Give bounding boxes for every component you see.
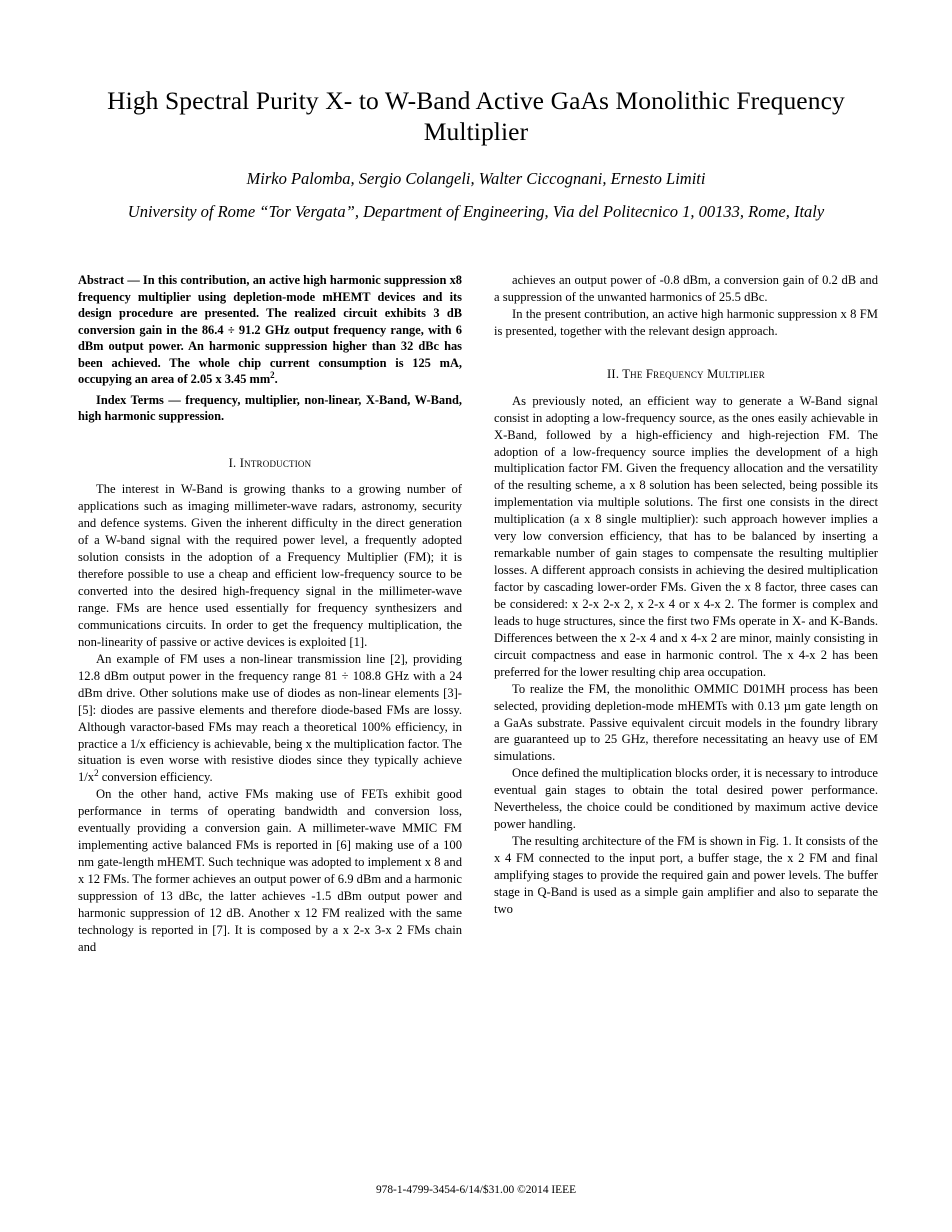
- paragraph-fm-1: As previously noted, an efficient way to generate a W-Band signal consist in adopting a low-frequency source, as the ones easily achievable in X-Band, followed by a high-efficiency and high-rejection FM. The adoption of a low-frequency source implies the development of a high multiplication factor FM. Given the frequency allocation and the versatility of the resulting scheme, a x 8 solution has been selected, being possible its implementation via multiple solutions. The first one consists in the direct multiplication (a x 8 single multiplier): such approach however implies a very low conversion efficiency, that has to be balanced by inserting a remarkable number of gain stages to compensate the resulting multiplier losses. A different approach consists in achieving the desired multiplication factor by cascading lower-order FMs. Given the x 8 factor, three cases can be considered: x 2-x 2-x 2, x 2-x 4 or x 4-x 2. The former is complex and leads to huge structures, since the first two FMs operate in X- and K-Bands. Differences between the x 2-x 4 and x 4-x 2 are minor, mainly consisting in circuit compactness and ease in harmonic control. The x 4-x 2 has been preferred for the lower resulting chip area occupation.: [494, 393, 878, 679]
- abstract-text-tail: .: [274, 372, 278, 386]
- abstract-lead: Abstract —: [78, 273, 143, 287]
- paragraph-intro-4: achieves an output power of -0.8 dBm, a conversion gain of 0.2 dB and a suppression of the unwanted harmonics of 25.5 dBc.: [494, 273, 878, 304]
- title-block: [81, 0, 871, 223]
- section-heading-frequency-multiplier: II. The Frequency Multiplier: [607, 366, 765, 381]
- copyright-footer: 978-1-4799-3454-6/14/$31.00 ©2014 IEEE: [375, 1184, 577, 1196]
- paragraph-intro-2-tail: conversion efficiency.: [98, 770, 213, 785]
- index-terms-lead: Index Terms —: [96, 392, 186, 407]
- paragraph-fm-3: Once defined the multiplication blocks order, it is necessary to introduce eventual gain stages to obtain the total desired power performance. Nevertheless, the choice could be conditioned by maximum active device power handling.: [494, 766, 878, 832]
- abstract-text: In this contribution, an active high harmonic suppression x8 frequency multiplier using depletion-mode mHEMT devices and its design procedure are presented. The realized circuit exhibits 3 dB conversion gain in the 86.4 ÷ 91.2 GHz output frequency range, with 6 dBm output power. An harmonic suppression higher than 32 dBc has been achieved. The whole chip current consumption is 125 mA, occupying an area of 2.05 x 3.45 mm: [78, 273, 462, 386]
- paragraph-fm-4: The resulting architecture of the FM is shown in Fig. 1. It consists of the x 4 FM connected to the input port, a buffer stage, the x 2 FM and final amplifying stages to provide the required gain and power levels. The buffer stage in Q-Band is used as a simple gain amplifier and also to separate the two: [494, 834, 878, 916]
- index-terms-text: frequency, multiplier, non-linear, X-Band, W-Band, high harmonic suppression.: [78, 392, 462, 423]
- resistive-exponent: 2: [94, 768, 99, 779]
- index-terms: [78, 392, 462, 425]
- affiliation: University of Rome “Tor Vergata”, Department of Engineering, Via del Politecnico 1, 00133, Rome, Italy: [127, 202, 825, 222]
- paragraph-fm-2: To realize the FM, the monolithic OMMIC D01MH process has been selected, providing depletion-mode mHEMTs with 0.13 µm gate length on a GaAs substrate. Passive equivalent circuit models in the foundry library are guaranteed up to 25 GHz, therefore necessitating an heavy use of EM simulations.: [494, 681, 878, 764]
- abstract: [78, 272, 462, 388]
- paragraph-intro-2: [78, 651, 462, 787]
- paragraph-intro-1: The interest in W-Band is growing thanks to a growing number of applications such as imaging millimeter-wave radars, astronomy, security and defence systems. Given the inherent difficulty in the direct generation of a W-band signal with the required power level, a frequently adopted solution consists in the adoption of a Frequency Multiplier (FM); it is therefore possible to use a cheap and efficient low-frequency source to be converted into the desired high-frequency signal in the millimeter-wave range. FMs are hence used essentially for frequency synthesizers and communications circuits. In order to get the frequency multiplication, the non-linearity of passive or active devices is exploited [1].: [78, 482, 462, 649]
- author-list: Mirko Palomba, Sergio Colangeli, Walter Ciccognani, Ernesto Limiti: [246, 168, 706, 188]
- column-left: [78, 272, 462, 956]
- paragraph-intro-5: In the present contribution, an active high harmonic suppression x 8 FM is presented, together with the relevant design approach.: [494, 306, 878, 338]
- paragraph-intro-2-text: An example of FM uses a non-linear transmission line [2], providing 12.8 dBm output power in the frequency range 81 ÷ 108.8 GHz with a 24 dBm drive. Other solutions make use of diodes as non-linear elements [3]-[5]: diodes are passive elements and therefore diode-based FMs are lossy. Although varactor-based FMs may reach a theoretical 100% efficiency, in practice a 1/x efficiency is achievable, being x the multiplication factor. The situation is even worse with resistive diodes since they typically achieve 1/x: [78, 651, 462, 785]
- paragraph-intro-3: On the other hand, active FMs making use of FETs exhibit good performance in terms of operating bandwidth and conversion loss, eventually providing a conversion gain. A millimeter-wave MMIC FM implementing active balanced FMs is reported in [6] making use of a 100 nm gate-length mHEMT. Such technique was adopted to implement x 8 and x 12 FMs. The former achieves an output power of 6.9 dBm and a harmonic suppression of 13 dBc, the latter achieves -1.5 dBm output power and harmonic suppression of 12 dB. Another x 12 FM realized with the same technology is reported in [7]. It is composed by a x 2-x 3-x 2 FMs chain and: [78, 787, 462, 954]
- column-right: [494, 272, 878, 956]
- body-columns: [78, 272, 878, 956]
- section-heading-introduction: I. Introduction: [228, 455, 312, 470]
- abstract-area-exponent: 2: [270, 369, 275, 380]
- page-title: High Spectral Purity X- to W-Band Active GaAs Monolithic Frequency Multiplier: [107, 86, 845, 146]
